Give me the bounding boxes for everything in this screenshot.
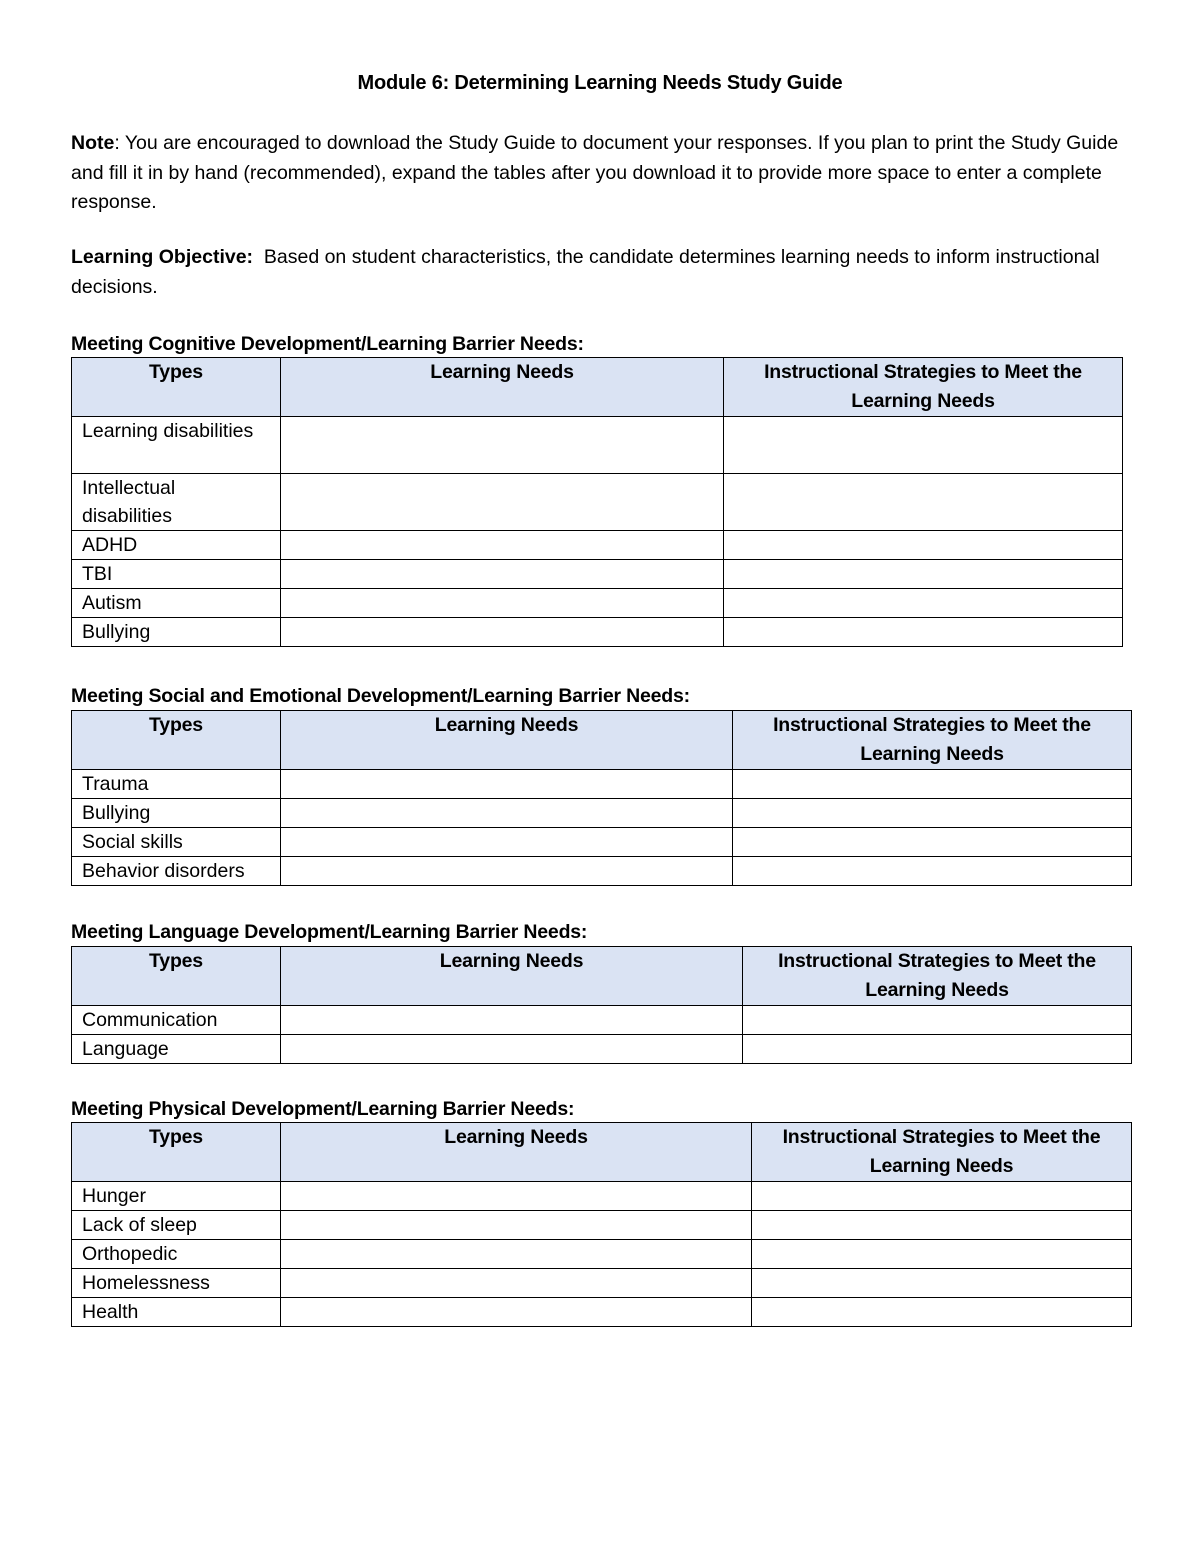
- learning-needs-cell[interactable]: [281, 560, 724, 589]
- table-row: [72, 1182, 1132, 1211]
- language-needs-table: [71, 946, 1132, 1064]
- learning-needs-cell[interactable]: [281, 799, 733, 828]
- table-row: [72, 531, 1123, 560]
- table-header-row: [72, 1123, 1132, 1182]
- type-cell: Lack of sleep: [72, 1211, 281, 1240]
- learning-needs-cell[interactable]: [281, 1182, 752, 1211]
- column-header-types: Types: [72, 947, 281, 1006]
- column-header-instructional-strategies: Instructional Strategies to Meet the Learning Needs: [724, 358, 1123, 417]
- table-row: [72, 618, 1123, 647]
- table-header-row: [72, 358, 1123, 417]
- table-row: [72, 828, 1132, 857]
- table-row: [72, 1298, 1132, 1327]
- learning-objective-label: Learning Objective:: [71, 246, 254, 268]
- learning-needs-cell[interactable]: [281, 1211, 752, 1240]
- instructional-strategies-cell[interactable]: [733, 828, 1132, 857]
- instructional-strategies-cell[interactable]: [752, 1269, 1132, 1298]
- table-header-row: [72, 711, 1132, 770]
- instructional-strategies-cell[interactable]: [752, 1211, 1132, 1240]
- column-header-learning-needs: Learning Needs: [281, 947, 743, 1006]
- learning-objective-paragraph: [71, 243, 1131, 302]
- instructional-strategies-cell[interactable]: [724, 531, 1123, 560]
- instructional-strategies-cell[interactable]: [733, 857, 1132, 886]
- column-header-learning-needs: Learning Needs: [281, 358, 724, 417]
- learning-needs-cell[interactable]: [281, 474, 724, 531]
- column-header-types: Types: [72, 1123, 281, 1182]
- table-row: [72, 417, 1123, 474]
- instructional-strategies-cell[interactable]: [733, 770, 1132, 799]
- instructional-strategies-cell[interactable]: [752, 1182, 1132, 1211]
- physical-needs-table: [71, 1122, 1132, 1327]
- column-header-learning-needs: Learning Needs: [281, 1123, 752, 1182]
- instructional-strategies-cell[interactable]: [724, 474, 1123, 531]
- learning-needs-cell[interactable]: [281, 618, 724, 647]
- learning-objective-text: Based on student characteristics, the candidate determines learning needs to inform instructional decisions.: [71, 246, 1106, 298]
- table-header-row: [72, 947, 1132, 1006]
- type-cell: Bullying: [72, 618, 281, 647]
- table-row: [72, 1240, 1132, 1269]
- table-row: [72, 474, 1123, 531]
- cognitive-section-heading: Meeting Cognitive Development/Learning Barrier Needs:: [71, 333, 584, 355]
- column-header-instructional-strategies: Instructional Strategies to Meet the Learning Needs: [752, 1123, 1132, 1182]
- learning-needs-cell[interactable]: [281, 1006, 743, 1035]
- page-title: Module 6: Determining Learning Needs Study Guide: [357, 72, 843, 94]
- instructional-strategies-cell[interactable]: [724, 560, 1123, 589]
- column-header-instructional-strategies: Instructional Strategies to Meet the Learning Needs: [733, 711, 1132, 770]
- table-row: [72, 799, 1132, 828]
- type-cell: Orthopedic: [72, 1240, 281, 1269]
- learning-needs-cell[interactable]: [281, 770, 733, 799]
- column-header-types: Types: [72, 358, 281, 417]
- learning-needs-cell[interactable]: [281, 828, 733, 857]
- type-cell: Hunger: [72, 1182, 281, 1211]
- type-cell: Intellectual disabilities: [72, 474, 281, 531]
- table-row: [72, 560, 1123, 589]
- physical-section-heading: Meeting Physical Development/Learning Barrier Needs:: [71, 1098, 575, 1120]
- note-label: Note: [71, 132, 115, 154]
- social-emotional-section-heading: Meeting Social and Emotional Development/Learning Barrier Needs:: [71, 685, 690, 707]
- instructional-strategies-cell[interactable]: [743, 1035, 1132, 1064]
- learning-needs-cell[interactable]: [281, 589, 724, 618]
- learning-needs-cell[interactable]: [281, 1240, 752, 1269]
- table-row: [72, 1269, 1132, 1298]
- type-cell: Learning disabilities: [72, 417, 281, 474]
- type-cell: Communication: [72, 1006, 281, 1035]
- instructional-strategies-cell[interactable]: [724, 417, 1123, 474]
- type-cell: Homelessness: [72, 1269, 281, 1298]
- instructional-strategies-cell[interactable]: [743, 1006, 1132, 1035]
- type-cell: TBI: [72, 560, 281, 589]
- cognitive-needs-table: [71, 357, 1123, 647]
- type-cell: Trauma: [72, 770, 281, 799]
- instructional-strategies-cell[interactable]: [724, 589, 1123, 618]
- type-cell: ADHD: [72, 531, 281, 560]
- note-paragraph: [71, 129, 1131, 218]
- table-row: [72, 1035, 1132, 1064]
- table-row: [72, 857, 1132, 886]
- instructional-strategies-cell[interactable]: [724, 618, 1123, 647]
- column-header-learning-needs: Learning Needs: [281, 711, 733, 770]
- type-cell: Behavior disorders: [72, 857, 281, 886]
- learning-needs-cell[interactable]: [281, 857, 733, 886]
- learning-needs-cell[interactable]: [281, 417, 724, 474]
- instructional-strategies-cell[interactable]: [752, 1298, 1132, 1327]
- learning-needs-cell[interactable]: [281, 1269, 752, 1298]
- table-row: [72, 1006, 1132, 1035]
- table-row: [72, 589, 1123, 618]
- type-cell: Language: [72, 1035, 281, 1064]
- type-cell: Social skills: [72, 828, 281, 857]
- column-header-types: Types: [72, 711, 281, 770]
- learning-needs-cell[interactable]: [281, 1035, 743, 1064]
- column-header-instructional-strategies: Instructional Strategies to Meet the Learning Needs: [743, 947, 1132, 1006]
- learning-needs-cell[interactable]: [281, 531, 724, 560]
- note-text: : You are encouraged to download the Study Guide to document your responses. If you plan to print the Study Guide and fill it in by hand (recommended), expand the tables after you download it to provide more space to enter a complete response.: [71, 132, 1119, 213]
- table-row: [72, 770, 1132, 799]
- type-cell: Bullying: [72, 799, 281, 828]
- type-cell: Autism: [72, 589, 281, 618]
- instructional-strategies-cell[interactable]: [733, 799, 1132, 828]
- type-cell: Health: [72, 1298, 281, 1327]
- instructional-strategies-cell[interactable]: [752, 1240, 1132, 1269]
- table-row: [72, 1211, 1132, 1240]
- social-emotional-needs-table: [71, 710, 1132, 886]
- learning-needs-cell[interactable]: [281, 1298, 752, 1327]
- language-section-heading: Meeting Language Development/Learning Barrier Needs:: [71, 921, 588, 943]
